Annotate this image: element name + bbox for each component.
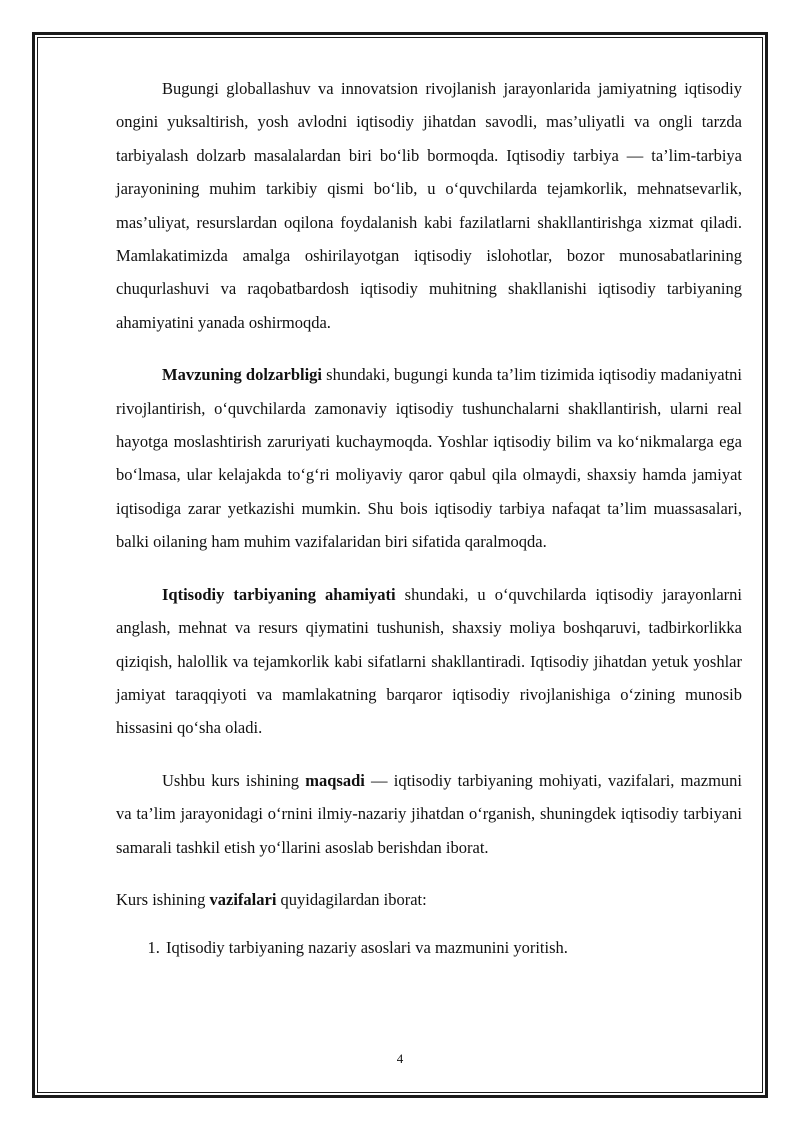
relevance-heading: Mavzuning dolzarbligi [162, 365, 323, 385]
goal-prefix: Ushbu kurs ishining [162, 770, 306, 790]
tasks-list [116, 931, 742, 964]
document-body [116, 72, 742, 965]
goal-paragraph [116, 764, 742, 864]
importance-text: shundaki, u o‘quvchilarda iqtisodiy jarayonlarni anglash, mehnat va resurs qiymatini tushunish, shaxsiy moliya boshqaruvi, tadbirkorlikka qiziqish, halollik va tejamkorlik kabi sifatlarni shakllantiradi. Iqtisodiy jihatdan yetuk yoshlar jamiyat taraqqiyoti va mamlakatning barqaror iqtisodiy rivojlanishiga o‘zining munosib hissasini qo‘sha oladi. [116, 584, 742, 738]
intro-paragraph: Bugungi globallashuv va innovatsion rivojlanish jarayonlarida jamiyatning iqtisodiy ongini yuksaltirish, yosh avlodni iqtisodiy jihatdan savodli, mas’uliyatli va ongli tarzda tarbiyalash dolzarb masalalardan biri bo‘lib bormoqda. Iqtisodiy tarbiya — ta’lim-tarbiya jarayonining muhim tarkibiy qismi bo‘lib, u o‘quvchilarda tejamkorlik, mehnatsevarlik, mas’uliyat, resurslardan oqilona foydalanish kabi fazilatlarni shakllantirishga xizmat qiladi. Mamlakatimizda amalga oshirilayotgan iqtisodiy islohotlar, bozor munosabatlarining chuqurlashuvi va raqobatbardosh iqtisodiy muhitning shakllanishi iqtisodiy tarbiyaning ahamiyatini yanada oshirmoqda. [116, 79, 742, 332]
importance-paragraph [116, 578, 742, 745]
goal-text: — iqtisodiy tarbiyaning mohiyati, vazifalari, mazmuni va ta’lim jarayonidagi o‘rnini ilmiy-nazariy jihatdan o‘rganish, shuningdek iqtisodiy tarbiyani samarali tashkil etish yo‘llarini asoslab berishdan iborat. [116, 770, 742, 857]
tasks-text: quyidagilardan iborat: [276, 889, 427, 909]
goal-heading: maqsadi [305, 770, 365, 790]
importance-heading: Iqtisodiy tarbiyaning ahamiyati [162, 584, 396, 604]
tasks-intro-paragraph [116, 883, 742, 916]
tasks-prefix: Kurs ishining [116, 889, 210, 909]
page-number: 4 [396, 1051, 404, 1066]
relevance-text: shundaki, bugungi kunda ta’lim tizimida iqtisodiy madaniyatni rivojlantirish, o‘quvchilarda zamonaviy iqtisodiy tushunchalarni shakllantirish, ularni real hayotga moslashtirish zaruriyati kuchaymoqda. Yoshlar iqtisodiy bilim va ko‘nikmalarga ega bo‘lmasa, ular kelajakda to‘g‘ri moliyaviy qaror qabul qila olmaydi, shaxsiy hamda jamiyat iqtisodiga zarar yetkazishi mumkin. Shu bois iqtisodiy tarbiya nafaqat ta’lim muassasalari, balki oilaning ham muhim vazifalaridan biri sifatida qaralmoqda. [116, 365, 742, 552]
tasks-heading: vazifalari [209, 889, 277, 909]
task-item: 1. Iqtisodiy tarbiyaning nazariy asoslari va mazmunini yoritish. [164, 931, 742, 964]
relevance-paragraph [116, 358, 742, 558]
